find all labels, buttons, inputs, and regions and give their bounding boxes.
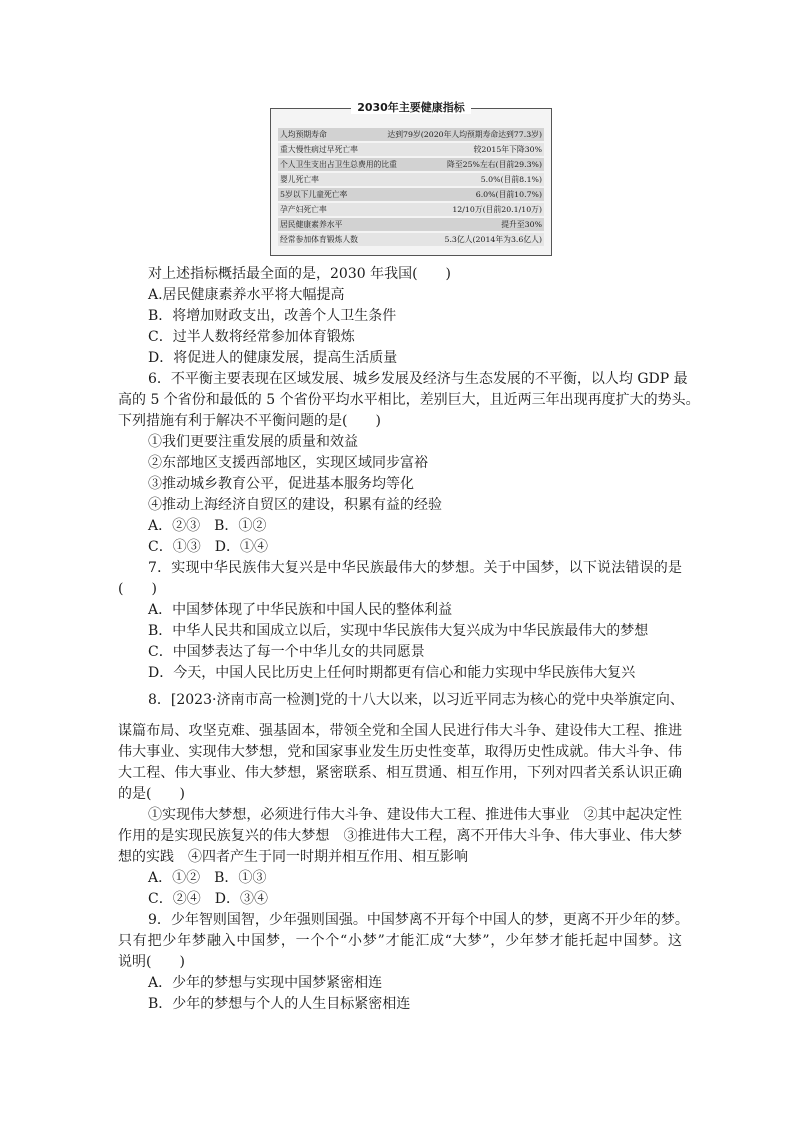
q8-stem-line4: 大工程、伟大事业、伟大梦想，紧密联系、相互贯通、相互作用，下列对四者关系认识正确	[118, 765, 682, 781]
q7-option-c: C．中国梦表达了每一个中华儿女的共同愿景	[148, 644, 425, 660]
q7-stem-line2: ( )	[118, 581, 157, 597]
row-value: 5.0%(目前8.1%)	[480, 175, 542, 184]
table-row	[278, 173, 544, 186]
q6-item4: ④推动上海经济自贸区的建设，积累有益的经验	[148, 497, 442, 513]
q6-option-c: C．①③	[148, 539, 201, 555]
row-value: 较2015年下降30%	[473, 145, 542, 154]
q8-options-cd	[148, 889, 268, 909]
q5-option-a: A.居民健康素养水平将大幅提高	[148, 287, 345, 303]
q6-options-cd	[148, 537, 268, 557]
q8-option-b: B．①③	[214, 870, 267, 886]
q9-option-b: B．少年的梦想与个人的人生目标紧密相连	[148, 996, 411, 1012]
table-title: 2030年主要健康指标	[271, 100, 551, 116]
row-value: 降至25%左右(目前29.3%)	[447, 160, 542, 169]
q9-option-a: A．少年的梦想与实现中国梦紧密相连	[148, 975, 383, 991]
q6-item3: ③推动城乡教育公平，促进基本服务均等化	[148, 476, 414, 492]
table-row	[278, 218, 544, 231]
row-label: 孕产妇死亡率	[280, 205, 327, 214]
row-value: 提升至30%	[501, 220, 542, 229]
row-label: 婴儿死亡率	[280, 175, 319, 184]
q7-option-d: D．今天，中国人民比历史上任何时期都更有信心和能力实现中华民族伟大复兴	[148, 665, 636, 681]
table-rows	[278, 128, 544, 248]
row-value: 达到79岁(2020年人均预期寿命达到77.3岁)	[387, 130, 542, 139]
q6-item1: ①我们更要注重发展的质量和效益	[148, 434, 358, 450]
q5-option-c: C．过半人数将经常参加体育锻炼	[148, 329, 355, 345]
q6-item2: ②东部地区支援西部地区，实现区域同步富裕	[148, 455, 428, 471]
q9-stem-line3: 说明( )	[118, 954, 185, 970]
table-row	[278, 158, 544, 171]
q5-option-d: D．将促进人的健康发展，提高生活质量	[148, 350, 398, 366]
q8-option-c: C．②④	[148, 891, 201, 907]
table-row	[278, 188, 544, 201]
row-label: 居民健康素养水平	[280, 220, 343, 229]
q7-option-a: A．中国梦体现了中华民族和中国人民的整体利益	[148, 602, 453, 618]
q7-stem-line1: 7．实现中华民族伟大复兴是中华民族最伟大的梦想。关于中国梦，以下说法错误的是	[148, 560, 682, 576]
q8-options-ab	[148, 868, 266, 888]
q9-stem-line2: 只有把少年梦融入中国梦，一个个“小梦”才能汇成“大梦”，少年梦才能托起中国梦。这	[118, 933, 682, 949]
table-row	[278, 233, 544, 246]
q8-stem-line1: 8．[2023·济南市高一检测]党的十八大以来，以习近平同志为核心的党中央举旗定向、	[148, 692, 684, 708]
q8-item-line3: 想的实践 ④四者产生于同一时期并相互作用、相互影响	[118, 849, 468, 865]
q6-stem-line1: 6．不平衡主要表现在区域发展、城乡发展及经济与生态发展的不平衡，以人均 GDP 最	[148, 371, 688, 387]
table-row	[278, 143, 544, 156]
health-indicators-table	[270, 101, 552, 256]
q5-option-b: B．将增加财政支出，改善个人卫生条件	[148, 308, 397, 324]
row-value: 6.0%(目前10.7%)	[475, 190, 542, 199]
q7-option-b: B．中华人民共和国成立以后，实现中华民族伟大复兴成为中华民族最伟大的梦想	[148, 623, 649, 639]
q6-stem-line2: 高的 5 个省份和最低的 5 个省份平均水平相比，差别巨大，且近两三年出现再度扩大的势头。	[118, 392, 700, 408]
table-row	[278, 128, 544, 141]
q8-item-line1: ①实现伟大梦想，必须进行伟大斗争、建设伟大工程、推进伟大事业 ②其中起决定性	[148, 807, 682, 823]
q8-stem-line2: 谋篇布局、攻坚克难、强基固本，带领全党和全国人民进行伟大斗争、建设伟大工程、推进	[118, 723, 682, 739]
row-value: 12/10万(目前20.1/10万)	[452, 205, 542, 214]
q8-option-d: D．③④	[214, 891, 268, 907]
row-label: 经常参加体育锻炼人数	[280, 235, 358, 244]
q8-option-a: A．①②	[148, 870, 201, 886]
q8-stem-line5: 的是( )	[118, 786, 185, 802]
q6-option-b: B．①②	[214, 518, 267, 534]
row-label: 人均预期寿命	[280, 130, 327, 139]
q6-options-ab	[148, 516, 266, 536]
q8-stem-line3: 伟大事业、实现伟大梦想，党和国家事业发生历史性变革，取得历史性成就。伟大斗争、伟	[118, 744, 682, 760]
q6-stem-line3: 下列措施有利于解决不平衡问题的是( )	[118, 413, 381, 429]
q5-stem: 对上述指标概括最全面的是，2030 年我国( )	[148, 266, 452, 282]
table-row	[278, 203, 544, 216]
q8-item-line2: 作用的是实现民族复兴的伟大梦想 ③推进伟大工程，离不开伟大斗争、伟大事业、伟大梦	[118, 828, 682, 844]
row-label: 个人卫生支出占卫生总费用的比重	[280, 160, 397, 169]
q6-option-a: A．②③	[148, 518, 201, 534]
row-value: 5.3亿人(2014年为3.6亿人)	[444, 235, 542, 244]
q9-stem-line1: 9．少年智则国智，少年强则国强。中国梦离不开每个中国人的梦，更离不开少年的梦。	[148, 912, 689, 928]
row-label: 5岁以下儿童死亡率	[280, 190, 348, 199]
row-label: 重大慢性病过早死亡率	[280, 145, 358, 154]
q6-option-d: D．①④	[214, 539, 268, 555]
